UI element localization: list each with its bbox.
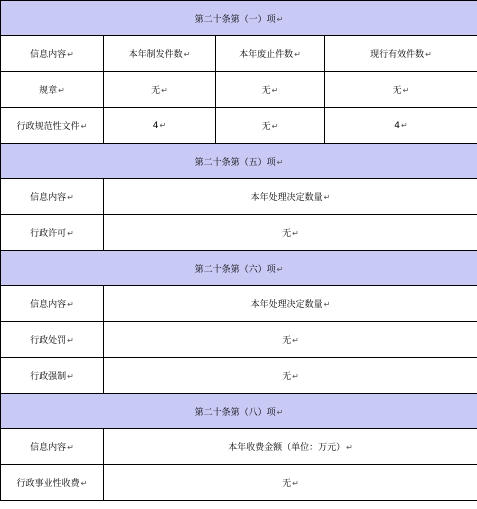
cell-value: 无↵ [104, 358, 477, 394]
row-label: 行政强制↵ [1, 358, 104, 394]
table-row [1, 72, 477, 108]
row-label: 行政许可↵ [1, 215, 104, 251]
column-header-abolished: 本年废止件数↵ [216, 36, 325, 72]
section-header: 第二十条第（五）项↵ [1, 144, 477, 179]
cell-value: 无↵ [216, 72, 325, 108]
subheader-value: 本年处理决定数量↵ [104, 286, 477, 322]
cell-value: 无↵ [104, 215, 477, 251]
table-row [1, 215, 477, 251]
column-header-info: 信息内容↵ [1, 36, 104, 72]
subheader-row [1, 286, 477, 322]
cell-value: 无↵ [104, 322, 477, 358]
subheader-row [1, 179, 477, 215]
cell-value: 无↵ [104, 465, 477, 501]
row-label: 行政事业性收费↵ [1, 465, 104, 501]
table-row [1, 465, 477, 501]
section-header: 第二十条第（一）项↵ [1, 1, 477, 36]
row-label: 规章↵ [1, 72, 104, 108]
section-header: 第二十条第（八）项↵ [1, 394, 477, 429]
subheader-value: 本年处理决定数量↵ [104, 179, 477, 215]
subheader-value: 本年收费金额（单位：万元）↵ [104, 429, 477, 465]
cell-value: 无↵ [325, 72, 477, 108]
section-header-row [1, 251, 477, 286]
section-header: 第二十条第（六）项↵ [1, 251, 477, 286]
row-label: 信息内容↵ [1, 429, 104, 465]
row-label: 信息内容↵ [1, 179, 104, 215]
table-row [1, 358, 477, 394]
table-row [1, 108, 477, 144]
section-header-row [1, 144, 477, 179]
column-header-issued: 本年制发件数↵ [104, 36, 216, 72]
cell-value: 无↵ [104, 72, 216, 108]
cell-value: 无↵ [216, 108, 325, 144]
section-header-row [1, 394, 477, 429]
column-header-effective: 现行有效件数↵ [325, 36, 477, 72]
cell-value: 4↵ [325, 108, 477, 144]
column-header-row [1, 36, 477, 72]
table-row [1, 322, 477, 358]
cell-value: 4↵ [104, 108, 216, 144]
row-label: 行政规范性文件↵ [1, 108, 104, 144]
section-header-row [1, 1, 477, 36]
row-label: 信息内容↵ [1, 286, 104, 322]
row-label: 行政处罚↵ [1, 322, 104, 358]
subheader-row [1, 429, 477, 465]
